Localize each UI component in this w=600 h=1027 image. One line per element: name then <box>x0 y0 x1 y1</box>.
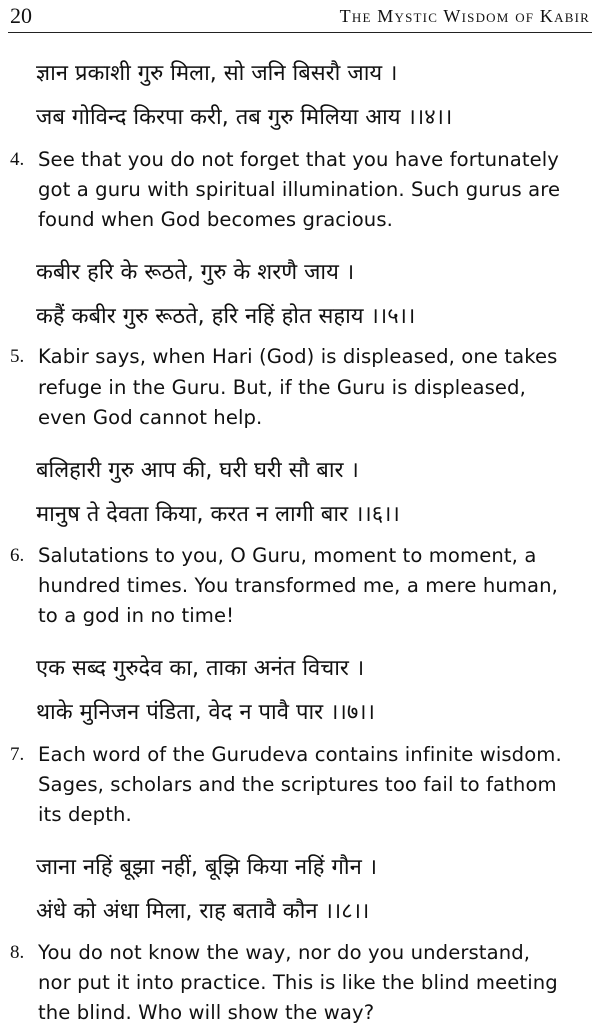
verse-line: जाना नहिं बूझा नहीं, बूझि किया नहिं गौन । <box>36 855 378 880</box>
translation-line: hundred times. You transformed me, a mere human, <box>38 574 559 597</box>
item-number: 4. <box>10 149 25 170</box>
translation-line: nor put it into practice. This is like the blind meeting <box>38 971 558 994</box>
verse-line: कबीर हरि के रूठते, गुरु के शरणै जाय । <box>36 260 355 285</box>
verse-line: एक सब्द गुरुदेव का, ताका अनंत विचार । <box>36 656 365 681</box>
item-number: 6. <box>10 545 25 566</box>
running-title: The Mystic Wisdom of Kabir <box>339 6 590 26</box>
verse-line: ज्ञान प्रकाशी गुरु मिला, सो जनि बिसरौ जाय । <box>36 61 398 86</box>
item-number: 5. <box>10 346 25 367</box>
translation-line: to a god in no time! <box>38 604 235 627</box>
verse-line: बलिहारी गुरु आप की, घरी घरी सौ बार । <box>36 458 359 483</box>
translation-line: See that you do not forget that you have fortunately <box>38 148 559 171</box>
item-number: 8. <box>10 942 25 963</box>
verse-line: थाके मुनिजन पंडिता, वेद न पावै पार ।।७।। <box>36 700 375 725</box>
translation-line: Sages, scholars and the scriptures too fail to fathom <box>38 773 557 796</box>
page-number: 20 <box>10 3 32 28</box>
verse-line: जब गोविन्द किरपा करी, तब गुरु मिलिया आय ।।४।। <box>36 105 453 130</box>
translation-line: got a guru with spiritual illumination. Such gurus are <box>38 178 561 201</box>
translation-line: refuge in the Guru. But, if the Guru is displeased, <box>38 376 526 399</box>
translation-line: its depth. <box>38 803 132 826</box>
verse-line: अंधे को अंधा मिला, राह बतावै कौन ।।८।। <box>36 899 370 924</box>
item-number: 7. <box>10 744 25 765</box>
translation-line: You do not know the way, nor do you understand, <box>38 941 531 964</box>
translation-line: even God cannot help. <box>38 406 263 429</box>
translation-line: found when God becomes gracious. <box>38 208 393 231</box>
verse-line: कहैं कबीर गुरु रूठते, हरि नहिं होत सहाय ।।५।। <box>36 304 416 329</box>
translation-line: Each word of the Gurudeva contains infinite wisdom. <box>38 743 562 766</box>
page-header <box>8 2 592 33</box>
translation-line: the blind. Who will show the way? <box>38 1001 375 1024</box>
translation-line: Kabir says, when Hari (God) is displeased, one takes <box>38 345 558 368</box>
translation-line: Salutations to you, O Guru, moment to moment, a <box>38 544 537 567</box>
verse-line: मानुष ते देवता किया, करत न लागी बार ।।६।। <box>36 502 400 527</box>
